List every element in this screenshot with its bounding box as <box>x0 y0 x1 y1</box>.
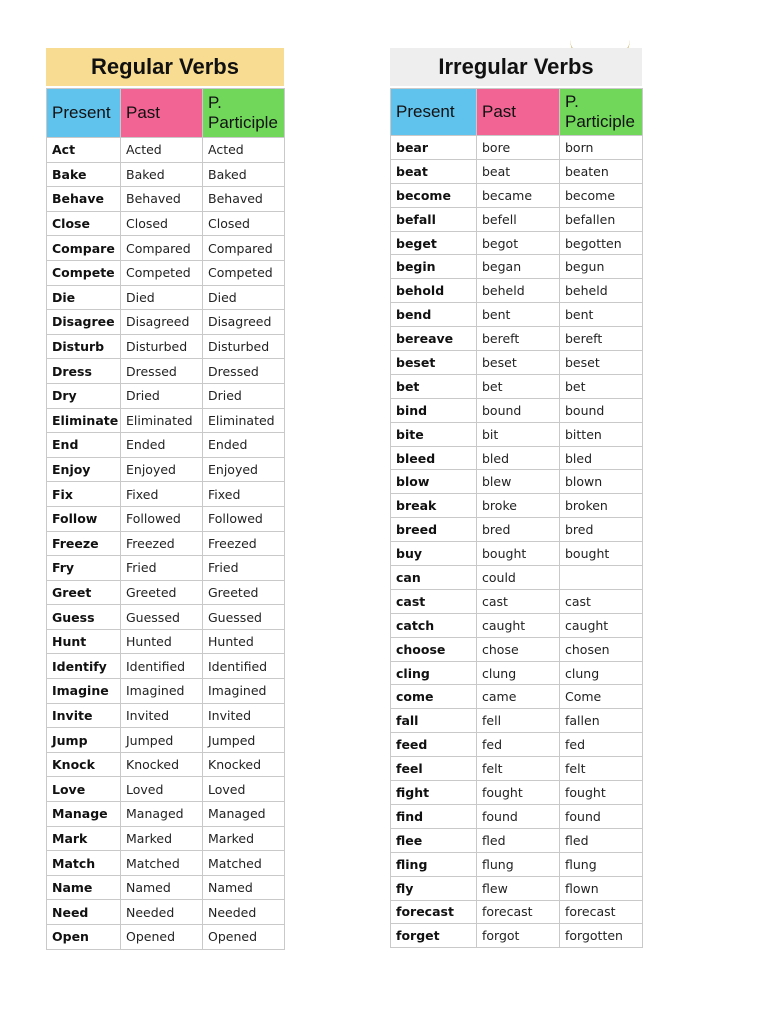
cell-past: Competed <box>121 260 203 285</box>
cell-past: Invited <box>121 703 203 728</box>
cell-participle: blown <box>560 470 643 494</box>
table-row <box>391 589 643 613</box>
cell-present: Act <box>47 138 121 163</box>
cell-past: Disturbed <box>121 334 203 359</box>
cell-participle: Matched <box>203 851 285 876</box>
cell-participle: cast <box>560 589 643 613</box>
cell-past: Needed <box>121 900 203 925</box>
cell-past: Imagined <box>121 679 203 704</box>
table-row <box>391 685 643 709</box>
cell-participle: Fixed <box>203 482 285 507</box>
cell-present: cast <box>391 589 477 613</box>
cell-past: Opened <box>121 925 203 950</box>
cell-present: bleed <box>391 446 477 470</box>
table-row <box>47 826 285 851</box>
cell-participle: Closed <box>203 211 285 236</box>
cell-past: clung <box>477 661 560 685</box>
cell-past: Acted <box>121 138 203 163</box>
cell-past: Enjoyed <box>121 457 203 482</box>
cell-present: fly <box>391 876 477 900</box>
cell-past: bound <box>477 398 560 422</box>
table-row <box>391 398 643 422</box>
cell-past: forgot <box>477 924 560 948</box>
cell-present: Die <box>47 285 121 310</box>
cell-present: Manage <box>47 802 121 827</box>
table-row <box>47 408 285 433</box>
cell-past: Behaved <box>121 187 203 212</box>
cell-present: bet <box>391 374 477 398</box>
regular-verbs-title: Regular Verbs <box>46 48 284 86</box>
cell-participle: flown <box>560 876 643 900</box>
cell-present: Guess <box>47 605 121 630</box>
table-row <box>391 613 643 637</box>
table-row <box>47 531 285 556</box>
cell-participle: Marked <box>203 826 285 851</box>
cell-past: beat <box>477 159 560 183</box>
cell-participle: Imagined <box>203 679 285 704</box>
cell-participle: Baked <box>203 162 285 187</box>
table-row <box>391 876 643 900</box>
table-row <box>391 518 643 542</box>
cell-present: beset <box>391 351 477 375</box>
cell-participle: forecast <box>560 900 643 924</box>
cell-participle: bred <box>560 518 643 542</box>
table-row <box>391 446 643 470</box>
cell-past: Died <box>121 285 203 310</box>
cell-participle: Freezed <box>203 531 285 556</box>
cell-present: Disagree <box>47 310 121 335</box>
table-row <box>47 211 285 236</box>
table-row <box>47 900 285 925</box>
table-row <box>47 629 285 654</box>
cell-past: Knocked <box>121 752 203 777</box>
cell-present: Greet <box>47 580 121 605</box>
cell-participle: Opened <box>203 925 285 950</box>
cell-participle: born <box>560 136 643 160</box>
cell-past: Followed <box>121 506 203 531</box>
cell-participle: Dressed <box>203 359 285 384</box>
table-row <box>47 605 285 630</box>
table-row <box>391 542 643 566</box>
cell-present: come <box>391 685 477 709</box>
table-row <box>391 422 643 446</box>
cell-past: bent <box>477 303 560 327</box>
cell-participle: Dried <box>203 383 285 408</box>
cell-past: Identified <box>121 654 203 679</box>
cell-present: beget <box>391 231 477 255</box>
cell-past: broke <box>477 494 560 518</box>
cell-present: find <box>391 804 477 828</box>
table-row <box>47 802 285 827</box>
header-row <box>391 89 643 136</box>
cell-past: Compared <box>121 236 203 261</box>
cell-participle: forgotten <box>560 924 643 948</box>
cell-participle: bound <box>560 398 643 422</box>
cell-participle: flung <box>560 852 643 876</box>
cell-past: bit <box>477 422 560 446</box>
cell-present: Invite <box>47 703 121 728</box>
cell-participle: fallen <box>560 709 643 733</box>
cell-present: blow <box>391 470 477 494</box>
cell-participle: clung <box>560 661 643 685</box>
cell-participle: caught <box>560 613 643 637</box>
cell-past: found <box>477 804 560 828</box>
cell-past: begot <box>477 231 560 255</box>
cell-participle: Greeted <box>203 580 285 605</box>
cell-past: chose <box>477 637 560 661</box>
irregular-verbs-title: Irregular Verbs <box>390 48 642 86</box>
cell-present: bind <box>391 398 477 422</box>
table-row <box>47 777 285 802</box>
cell-past: flew <box>477 876 560 900</box>
cell-participle: Enjoyed <box>203 457 285 482</box>
table-row <box>391 828 643 852</box>
table-row <box>391 852 643 876</box>
cell-past: fled <box>477 828 560 852</box>
regular-verbs-grid <box>46 88 285 950</box>
cell-participle: Managed <box>203 802 285 827</box>
table-row <box>47 679 285 704</box>
column-header-participle: P. Participle <box>203 89 285 138</box>
cell-present: can <box>391 566 477 590</box>
cell-past: Marked <box>121 826 203 851</box>
table-row <box>391 757 643 781</box>
cell-participle: Knocked <box>203 752 285 777</box>
cell-past: Matched <box>121 851 203 876</box>
table-row <box>391 637 643 661</box>
table-row <box>47 138 285 163</box>
cell-past: befell <box>477 207 560 231</box>
cell-participle: chosen <box>560 637 643 661</box>
cell-participle: bent <box>560 303 643 327</box>
irregular-verbs-grid <box>390 88 643 948</box>
cell-past: could <box>477 566 560 590</box>
cell-past: Fried <box>121 556 203 581</box>
cell-present: Dry <box>47 383 121 408</box>
cell-participle: Disagreed <box>203 310 285 335</box>
cell-participle: bet <box>560 374 643 398</box>
cell-participle: befallen <box>560 207 643 231</box>
table-row <box>391 470 643 494</box>
cell-past: Named <box>121 875 203 900</box>
table-row <box>391 159 643 183</box>
cell-present: breed <box>391 518 477 542</box>
cell-present: fling <box>391 852 477 876</box>
cell-participle: bereft <box>560 327 643 351</box>
table-row <box>391 661 643 685</box>
cell-present: begin <box>391 255 477 279</box>
cell-past: fed <box>477 733 560 757</box>
table-row <box>47 285 285 310</box>
cell-past: bought <box>477 542 560 566</box>
column-header-past: Past <box>477 89 560 136</box>
table-row <box>391 231 643 255</box>
cell-present: feel <box>391 757 477 781</box>
cell-present: Compete <box>47 260 121 285</box>
cell-participle: begotten <box>560 231 643 255</box>
table-row <box>47 875 285 900</box>
table-row <box>391 900 643 924</box>
cell-present: Love <box>47 777 121 802</box>
cell-present: bereave <box>391 327 477 351</box>
cell-participle: found <box>560 804 643 828</box>
table-row <box>47 580 285 605</box>
cell-participle: bitten <box>560 422 643 446</box>
cell-past: forecast <box>477 900 560 924</box>
cell-present: cling <box>391 661 477 685</box>
cell-present: fight <box>391 781 477 805</box>
cell-present: forecast <box>391 900 477 924</box>
cell-past: fought <box>477 781 560 805</box>
table-row <box>47 187 285 212</box>
cell-present: Name <box>47 875 121 900</box>
cell-present: flee <box>391 828 477 852</box>
column-header-participle: P. Participle <box>560 89 643 136</box>
cell-past: beheld <box>477 279 560 303</box>
cell-past: Jumped <box>121 728 203 753</box>
cell-past: cast <box>477 589 560 613</box>
cell-participle: fought <box>560 781 643 805</box>
cell-past: Freezed <box>121 531 203 556</box>
cell-present: Jump <box>47 728 121 753</box>
irregular-verbs-rows <box>391 136 643 948</box>
table-row <box>391 804 643 828</box>
table-row <box>391 136 643 160</box>
cell-participle: begun <box>560 255 643 279</box>
cell-present: Mark <box>47 826 121 851</box>
cell-participle: Compared <box>203 236 285 261</box>
cell-past: Managed <box>121 802 203 827</box>
cell-participle: Jumped <box>203 728 285 753</box>
table-row <box>47 433 285 458</box>
column-header-present: Present <box>391 89 477 136</box>
cell-past: fell <box>477 709 560 733</box>
cell-present: feed <box>391 733 477 757</box>
cell-participle: Eliminated <box>203 408 285 433</box>
cell-present: Close <box>47 211 121 236</box>
column-header-past: Past <box>121 89 203 138</box>
cell-present: Follow <box>47 506 121 531</box>
table-row <box>391 733 643 757</box>
table-row <box>391 494 643 518</box>
cell-past: flung <box>477 852 560 876</box>
cell-present: Fry <box>47 556 121 581</box>
header-row <box>47 89 285 138</box>
cell-present: Behave <box>47 187 121 212</box>
column-header-present: Present <box>47 89 121 138</box>
table-row <box>391 327 643 351</box>
cell-present: become <box>391 183 477 207</box>
table-row <box>47 383 285 408</box>
regular-verbs-rows <box>47 138 285 950</box>
table-row <box>391 183 643 207</box>
cell-participle: broken <box>560 494 643 518</box>
cell-participle: Competed <box>203 260 285 285</box>
cell-past: bred <box>477 518 560 542</box>
cell-present: break <box>391 494 477 518</box>
cell-participle: Followed <box>203 506 285 531</box>
regular-verbs-table <box>46 48 284 950</box>
cell-present: fall <box>391 709 477 733</box>
cell-participle: Acted <box>203 138 285 163</box>
cell-present: catch <box>391 613 477 637</box>
cell-present: Fix <box>47 482 121 507</box>
cell-past: bore <box>477 136 560 160</box>
table-row <box>391 709 643 733</box>
cell-past: felt <box>477 757 560 781</box>
cell-present: choose <box>391 637 477 661</box>
cell-participle: Invited <box>203 703 285 728</box>
cell-present: Match <box>47 851 121 876</box>
table-row <box>47 162 285 187</box>
cell-past: Eliminated <box>121 408 203 433</box>
cell-past: came <box>477 685 560 709</box>
table-row <box>47 925 285 950</box>
cell-present: Knock <box>47 752 121 777</box>
cell-past: Loved <box>121 777 203 802</box>
cell-present: Compare <box>47 236 121 261</box>
cell-past: began <box>477 255 560 279</box>
table-row <box>391 566 643 590</box>
cell-present: forget <box>391 924 477 948</box>
cell-past: beset <box>477 351 560 375</box>
cell-participle: beheld <box>560 279 643 303</box>
cell-past: Baked <box>121 162 203 187</box>
cell-participle: Come <box>560 685 643 709</box>
cell-participle: bought <box>560 542 643 566</box>
cell-past: Greeted <box>121 580 203 605</box>
cell-past: bet <box>477 374 560 398</box>
table-row <box>47 236 285 261</box>
cell-past: Disagreed <box>121 310 203 335</box>
cell-present: Imagine <box>47 679 121 704</box>
cell-participle: Fried <box>203 556 285 581</box>
cell-past: Fixed <box>121 482 203 507</box>
cell-past: Ended <box>121 433 203 458</box>
cell-participle: beaten <box>560 159 643 183</box>
cell-past: caught <box>477 613 560 637</box>
table-row <box>47 556 285 581</box>
cell-past: Guessed <box>121 605 203 630</box>
cell-present: Disturb <box>47 334 121 359</box>
table-row <box>391 255 643 279</box>
cell-present: beat <box>391 159 477 183</box>
table-row <box>47 851 285 876</box>
table-row <box>391 781 643 805</box>
cell-present: bite <box>391 422 477 446</box>
cell-past: Dried <box>121 383 203 408</box>
cell-participle: beset <box>560 351 643 375</box>
cell-present: Enjoy <box>47 457 121 482</box>
cell-participle <box>560 566 643 590</box>
cell-present: End <box>47 433 121 458</box>
cell-present: behold <box>391 279 477 303</box>
cell-present: bend <box>391 303 477 327</box>
table-row <box>47 506 285 531</box>
cell-participle: fed <box>560 733 643 757</box>
cell-participle: bled <box>560 446 643 470</box>
cell-participle: felt <box>560 757 643 781</box>
cell-participle: Disturbed <box>203 334 285 359</box>
cell-present: bear <box>391 136 477 160</box>
cell-past: became <box>477 183 560 207</box>
table-row <box>391 279 643 303</box>
cell-past: Dressed <box>121 359 203 384</box>
cell-past: Hunted <box>121 629 203 654</box>
table-row <box>391 351 643 375</box>
table-row <box>47 703 285 728</box>
table-row <box>47 310 285 335</box>
table-row <box>391 374 643 398</box>
table-row <box>47 334 285 359</box>
cell-present: buy <box>391 542 477 566</box>
cell-participle: Guessed <box>203 605 285 630</box>
cell-past: blew <box>477 470 560 494</box>
cell-present: Eliminate <box>47 408 121 433</box>
table-row <box>47 260 285 285</box>
cell-past: Closed <box>121 211 203 236</box>
cell-participle: Behaved <box>203 187 285 212</box>
table-row <box>391 207 643 231</box>
table-row <box>391 924 643 948</box>
cell-past: bled <box>477 446 560 470</box>
table-row <box>47 359 285 384</box>
cell-participle: Loved <box>203 777 285 802</box>
cell-participle: fled <box>560 828 643 852</box>
table-row <box>47 457 285 482</box>
cell-present: befall <box>391 207 477 231</box>
cell-present: Dress <box>47 359 121 384</box>
table-row <box>47 752 285 777</box>
cell-present: Freeze <box>47 531 121 556</box>
table-row <box>47 728 285 753</box>
cell-present: Need <box>47 900 121 925</box>
cell-participle: Ended <box>203 433 285 458</box>
cell-participle: Named <box>203 875 285 900</box>
cell-past: bereft <box>477 327 560 351</box>
cell-participle: become <box>560 183 643 207</box>
cell-present: Hunt <box>47 629 121 654</box>
cell-participle: Identified <box>203 654 285 679</box>
table-row <box>391 303 643 327</box>
cell-participle: Needed <box>203 900 285 925</box>
cell-present: Bake <box>47 162 121 187</box>
cell-present: Open <box>47 925 121 950</box>
table-row <box>47 654 285 679</box>
irregular-verbs-table <box>390 48 642 948</box>
cell-present: Identify <box>47 654 121 679</box>
cell-participle: Died <box>203 285 285 310</box>
cell-participle: Hunted <box>203 629 285 654</box>
table-row <box>47 482 285 507</box>
